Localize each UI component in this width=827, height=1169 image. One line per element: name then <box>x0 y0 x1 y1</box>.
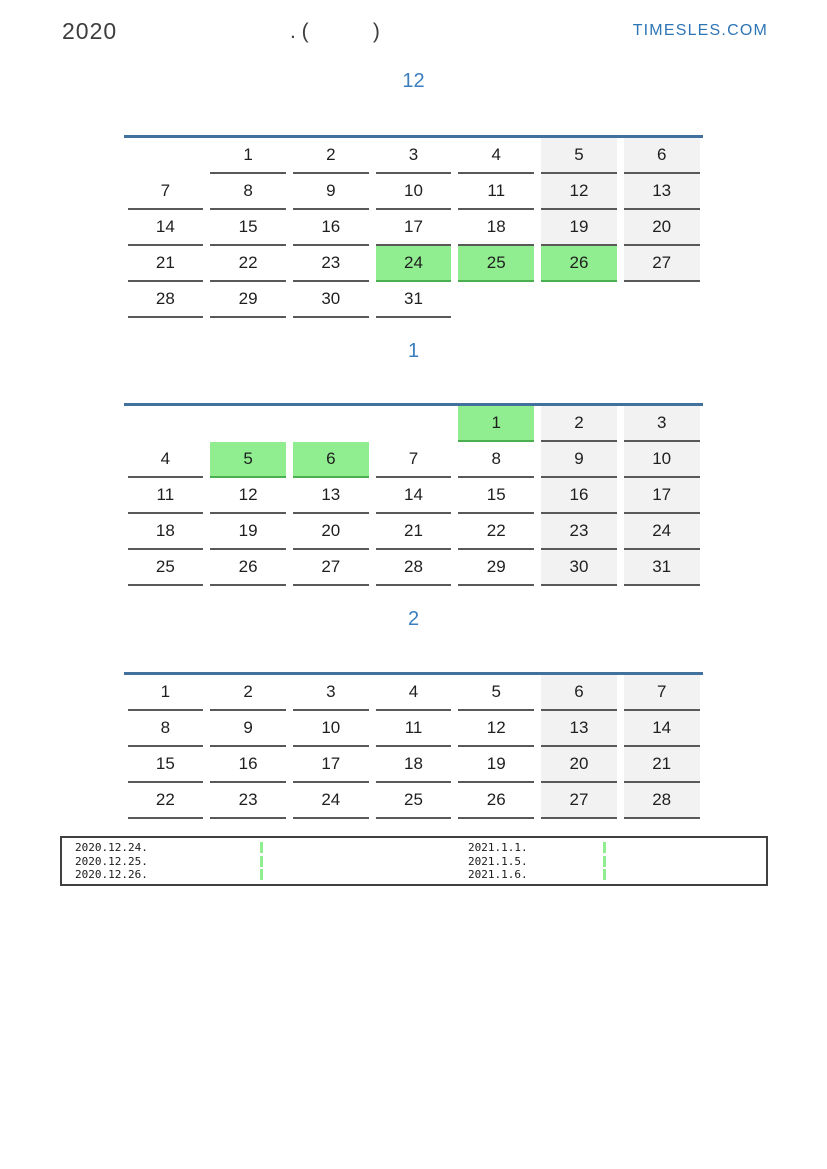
day-cell: 20 <box>541 747 617 783</box>
empty-cell <box>128 138 204 174</box>
day-cell: 19 <box>210 514 286 550</box>
calendar-cell <box>620 174 703 210</box>
calendar-cell <box>289 711 372 747</box>
day-cell: 5 <box>210 442 286 478</box>
calendar-cell <box>207 478 290 514</box>
calendar-cell <box>124 514 207 550</box>
day-cell: 9 <box>210 711 286 747</box>
day-cell: 19 <box>458 747 534 783</box>
calendar-cell <box>538 246 621 282</box>
calendar-cell <box>455 174 538 210</box>
day-cell: 15 <box>458 478 534 514</box>
calendar-cell <box>538 747 621 783</box>
calendar-cell <box>455 406 538 442</box>
calendar-cell <box>207 138 290 174</box>
calendar-cell <box>207 783 290 819</box>
day-cell: 18 <box>458 210 534 246</box>
calendar-cell <box>372 550 455 586</box>
calendar-cell <box>538 478 621 514</box>
legend-row <box>75 868 263 881</box>
calendar-week-row <box>124 174 703 210</box>
legend-column-december <box>75 841 263 881</box>
day-cell: 13 <box>541 711 617 747</box>
day-cell: 2 <box>210 675 286 711</box>
calendar-cell <box>207 675 290 711</box>
calendar-cell <box>455 282 538 318</box>
day-cell: 13 <box>624 174 700 210</box>
calendar-cell <box>124 138 207 174</box>
calendar-cell <box>455 246 538 282</box>
calendar-cell <box>620 210 703 246</box>
calendar-cell <box>620 675 703 711</box>
calendar-cell <box>538 514 621 550</box>
calendar-cell <box>538 282 621 318</box>
calendar-cell <box>289 282 372 318</box>
day-cell: 5 <box>458 675 534 711</box>
month-label-december: 12 <box>402 70 425 92</box>
calendar-cell <box>124 406 207 442</box>
day-cell: 19 <box>541 210 617 246</box>
legend-dash-marker <box>603 842 606 853</box>
day-cell: 24 <box>624 514 700 550</box>
calendar-cell <box>372 174 455 210</box>
legend-row <box>468 868 606 881</box>
calendar-cell <box>372 711 455 747</box>
calendar-week-row <box>124 138 703 174</box>
calendar-week-row <box>124 514 703 550</box>
calendar-week-row <box>124 747 703 783</box>
legend-dash-marker <box>260 869 263 880</box>
calendar-cell <box>289 210 372 246</box>
day-cell: 17 <box>376 210 452 246</box>
calendar-cell <box>538 138 621 174</box>
month-label-january: 1 <box>407 340 420 362</box>
calendar-cell <box>455 550 538 586</box>
calendar-cell <box>289 246 372 282</box>
day-cell: 29 <box>210 282 286 318</box>
calendar-cell <box>289 514 372 550</box>
day-cell: 4 <box>128 442 204 478</box>
day-cell: 9 <box>541 442 617 478</box>
calendar-cell <box>455 138 538 174</box>
day-cell: 12 <box>541 174 617 210</box>
day-cell: 28 <box>128 282 204 318</box>
calendar-cell <box>207 550 290 586</box>
day-cell: 14 <box>624 711 700 747</box>
day-cell: 1 <box>458 406 534 442</box>
legend-box <box>60 836 768 886</box>
calendar-cell <box>372 442 455 478</box>
day-cell: 1 <box>128 675 204 711</box>
calendar-cell <box>124 246 207 282</box>
day-cell: 31 <box>624 550 700 586</box>
calendar-cell <box>538 783 621 819</box>
calendar-week-row <box>124 406 703 442</box>
calendar-week-row <box>124 675 703 711</box>
day-cell: 29 <box>458 550 534 586</box>
calendar-cell <box>455 514 538 550</box>
day-cell: 15 <box>210 210 286 246</box>
day-cell: 20 <box>293 514 369 550</box>
calendar-cell <box>207 406 290 442</box>
legend-row <box>75 854 263 867</box>
calendar-january <box>124 403 703 586</box>
day-cell: 8 <box>210 174 286 210</box>
calendar-cell <box>372 246 455 282</box>
legend-row <box>75 841 263 854</box>
day-cell: 26 <box>210 550 286 586</box>
day-cell: 23 <box>541 514 617 550</box>
legend-column-january <box>468 841 606 881</box>
calendar-week-row <box>124 442 703 478</box>
empty-cell <box>541 282 617 318</box>
calendar-cell <box>455 711 538 747</box>
legend-date: 2020.12.26. <box>75 867 148 881</box>
month-label-february: 2 <box>407 608 420 630</box>
empty-cell <box>128 406 204 442</box>
day-cell: 24 <box>293 783 369 819</box>
day-cell: 16 <box>210 747 286 783</box>
calendar-cell <box>372 406 455 442</box>
day-cell: 10 <box>624 442 700 478</box>
calendar-cell <box>620 282 703 318</box>
day-cell: 4 <box>376 675 452 711</box>
day-cell: 16 <box>293 210 369 246</box>
legend-row <box>468 841 606 854</box>
empty-cell <box>458 282 534 318</box>
calendar-cell <box>620 550 703 586</box>
day-cell: 12 <box>458 711 534 747</box>
day-cell: 6 <box>293 442 369 478</box>
calendar-cell <box>455 783 538 819</box>
calendar-cell <box>124 783 207 819</box>
calendar-cell <box>207 514 290 550</box>
calendar-cell <box>455 675 538 711</box>
calendar-cell <box>620 514 703 550</box>
calendar-cell <box>372 783 455 819</box>
day-cell: 9 <box>293 174 369 210</box>
day-cell: 12 <box>210 478 286 514</box>
day-cell: 22 <box>210 246 286 282</box>
day-cell: 30 <box>293 282 369 318</box>
day-cell: 3 <box>376 138 452 174</box>
day-cell: 4 <box>458 138 534 174</box>
calendar-cell <box>372 478 455 514</box>
calendar-cell <box>289 138 372 174</box>
calendar-cell <box>207 246 290 282</box>
calendar-week-row <box>124 246 703 282</box>
day-cell: 8 <box>458 442 534 478</box>
empty-cell <box>624 282 700 318</box>
calendar-cell <box>124 478 207 514</box>
calendar-cell <box>289 783 372 819</box>
day-cell: 17 <box>293 747 369 783</box>
calendar-cell <box>620 783 703 819</box>
day-cell: 7 <box>624 675 700 711</box>
legend-dash-marker <box>260 842 263 853</box>
calendar-cell <box>124 442 207 478</box>
calendar-cell <box>620 246 703 282</box>
day-cell: 2 <box>541 406 617 442</box>
day-cell: 30 <box>541 550 617 586</box>
legend-date: 2020.12.25. <box>75 854 148 868</box>
calendar-cell <box>538 174 621 210</box>
day-cell: 26 <box>541 246 617 282</box>
day-cell: 28 <box>376 550 452 586</box>
day-cell: 26 <box>458 783 534 819</box>
day-cell: 8 <box>128 711 204 747</box>
calendar-cell <box>372 138 455 174</box>
calendar-cell <box>372 747 455 783</box>
legend-dash-marker <box>260 856 263 867</box>
day-cell: 18 <box>128 514 204 550</box>
day-cell: 21 <box>128 246 204 282</box>
day-cell: 27 <box>541 783 617 819</box>
day-cell: 16 <box>541 478 617 514</box>
day-cell: 11 <box>128 478 204 514</box>
day-cell: 14 <box>376 478 452 514</box>
calendar-cell <box>124 747 207 783</box>
calendar-cell <box>620 747 703 783</box>
day-cell: 7 <box>128 174 204 210</box>
legend-date: 2020.12.24. <box>75 841 148 855</box>
calendar-cell <box>207 442 290 478</box>
legend-date: 2021.1.5. <box>468 854 528 868</box>
day-cell: 6 <box>541 675 617 711</box>
calendar-week-row <box>124 478 703 514</box>
day-cell: 28 <box>624 783 700 819</box>
day-cell: 3 <box>293 675 369 711</box>
calendar-week-row <box>124 282 703 318</box>
day-cell: 22 <box>458 514 534 550</box>
empty-cell <box>376 406 452 442</box>
calendar-cell <box>372 514 455 550</box>
day-cell: 13 <box>293 478 369 514</box>
calendar-cell <box>289 406 372 442</box>
day-cell: 15 <box>128 747 204 783</box>
calendar-cell <box>455 442 538 478</box>
site-logo: TIMESLES.COM <box>632 22 768 39</box>
calendar-cell <box>124 550 207 586</box>
day-cell: 23 <box>210 783 286 819</box>
day-cell: 25 <box>458 246 534 282</box>
calendar-cell <box>372 675 455 711</box>
empty-cell <box>293 406 369 442</box>
calendar-cell <box>538 550 621 586</box>
calendar-cell <box>538 210 621 246</box>
calendar-cell <box>620 711 703 747</box>
day-cell: 20 <box>624 210 700 246</box>
calendar-cell <box>289 675 372 711</box>
calendar-cell <box>207 711 290 747</box>
calendar-cell <box>124 711 207 747</box>
day-cell: 11 <box>458 174 534 210</box>
calendar-december <box>124 135 703 318</box>
empty-cell <box>210 406 286 442</box>
day-cell: 6 <box>624 138 700 174</box>
day-cell: 23 <box>293 246 369 282</box>
day-cell: 17 <box>624 478 700 514</box>
day-cell: 21 <box>624 747 700 783</box>
calendar-cell <box>455 747 538 783</box>
day-cell: 27 <box>624 246 700 282</box>
legend-row <box>468 854 606 867</box>
day-cell: 24 <box>376 246 452 282</box>
legend-dash-marker <box>603 869 606 880</box>
calendar-cell <box>124 282 207 318</box>
calendar-cell <box>207 747 290 783</box>
calendar-cell <box>455 210 538 246</box>
day-cell: 25 <box>128 550 204 586</box>
day-cell: 5 <box>541 138 617 174</box>
day-cell: 25 <box>376 783 452 819</box>
calendar-february <box>124 672 703 819</box>
calendar-week-row <box>124 210 703 246</box>
calendar-cell <box>455 478 538 514</box>
day-cell: 1 <box>210 138 286 174</box>
calendar-cell <box>289 478 372 514</box>
day-cell: 31 <box>376 282 452 318</box>
calendar-cell <box>207 174 290 210</box>
calendar-cell <box>207 282 290 318</box>
day-cell: 27 <box>293 550 369 586</box>
calendar-cell <box>620 478 703 514</box>
calendar-cell <box>207 210 290 246</box>
calendar-cell <box>620 138 703 174</box>
day-cell: 21 <box>376 514 452 550</box>
day-cell: 22 <box>128 783 204 819</box>
calendar-week-row <box>124 783 703 819</box>
legend-dash-marker <box>603 856 606 867</box>
day-cell: 3 <box>624 406 700 442</box>
calendar-cell <box>289 550 372 586</box>
calendar-cell <box>538 442 621 478</box>
calendar-week-row <box>124 711 703 747</box>
day-cell: 14 <box>128 210 204 246</box>
calendar-cell <box>124 675 207 711</box>
page-title-year: 2020 <box>62 18 118 44</box>
calendar-cell <box>124 174 207 210</box>
calendar-week-row <box>124 550 703 586</box>
calendar-cell <box>124 210 207 246</box>
calendar-cell <box>289 747 372 783</box>
day-cell: 18 <box>376 747 452 783</box>
calendar-cell <box>620 442 703 478</box>
calendar-cell <box>372 210 455 246</box>
page-title-suffix: . ( ) <box>290 20 380 43</box>
day-cell: 10 <box>376 174 452 210</box>
day-cell: 2 <box>293 138 369 174</box>
day-cell: 7 <box>376 442 452 478</box>
day-cell: 11 <box>376 711 452 747</box>
legend-date: 2021.1.6. <box>468 867 528 881</box>
calendar-cell <box>538 675 621 711</box>
calendar-cell <box>289 442 372 478</box>
legend-date: 2021.1.1. <box>468 841 528 855</box>
calendar-cell <box>538 711 621 747</box>
day-cell: 10 <box>293 711 369 747</box>
calendar-cell <box>372 282 455 318</box>
calendar-cell <box>620 406 703 442</box>
calendar-cell <box>289 174 372 210</box>
calendar-cell <box>538 406 621 442</box>
